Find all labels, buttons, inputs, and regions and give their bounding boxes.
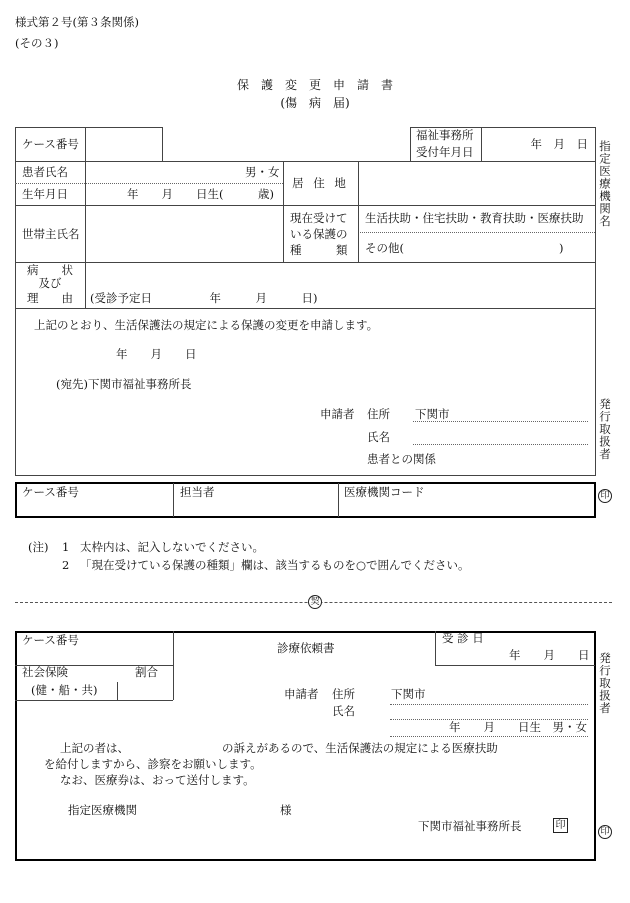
institution-code-label: 医療機関コード [344,485,425,499]
request-body-line: を給付しますから、診察をお願いします。 [44,757,262,771]
insurance-label: 社会保険 [22,665,68,679]
issuer-name: 下関市福祉事務所長 [418,819,522,833]
application-date: 年 月 日 [116,347,197,361]
applicant-label: 申請者 [320,407,355,421]
request-body-line: の訴えがあるので、生活保護法の規定による医療扶助 [222,741,498,755]
office-receipt-label: 福祉事務所 [416,128,474,142]
office-receipt-date: 年 月 日 [530,137,588,151]
address-underline [413,421,588,422]
protection-other-close: ) [559,241,564,255]
scheduled-visit: (受診予定日 年 月 日) [90,291,318,305]
form-sub-number: (その３) [15,36,59,50]
request-side-issuer-label: 発行取扱者 [598,652,612,715]
table-line [15,183,283,184]
table-line [173,631,174,700]
tally-seal: 契 [308,595,322,609]
condition-label: 病 状 [27,263,73,277]
applicant-address-label: 住所 [367,407,390,421]
patient-name-label: 患者氏名 [22,165,68,179]
issuer-seal-box: 印 [553,818,568,833]
request-applicant-label: 申請者 [284,687,319,701]
table-line [117,682,118,700]
table-line [15,308,595,309]
office-use-box [15,482,596,518]
request-body-line: なお、医療券は、おって送付します。 [60,773,255,787]
protection-types: 生活扶助・住宅扶助・教育扶助・医療扶助 [365,211,584,225]
applicant-address-value: 下関市 [415,407,450,421]
institution-label: 指定医療機関 [68,803,137,817]
current-protection-label: 現在受けて [290,211,348,225]
staff-label: 担当者 [180,485,215,499]
birth-underline [390,736,588,737]
office-receipt-label: 受付年月日 [416,145,474,159]
birth-date-value: 年 月 日生( 歳) [127,187,274,201]
application-statement: 上記のとおり、生活保護法の規定による保護の変更を申請します。 [34,318,379,332]
relation-label: 患者との関係 [367,452,436,466]
condition-label: 及び [38,276,62,290]
table-line [435,631,436,665]
seal-circle: 印 [598,489,612,503]
insurance-types: (健・船・共) [31,683,98,697]
residence-label: 居 住 地 [292,176,349,190]
request-seal-circle: 印 [598,825,612,839]
note-number: 2 [62,558,70,572]
office-case-number-label: ケース番号 [22,485,79,499]
note-text: 太枠内は、記入しないでください。 [80,540,264,554]
table-line [358,161,359,262]
request-address-label: 住所 [332,687,355,701]
notes-label: (注) [28,540,49,554]
form-number: 様式第２号(第３条関係) [15,15,139,29]
page-title: 保 護 変 更 申 請 書 [236,78,393,92]
request-title: 診療依頼書 [277,641,335,655]
request-name-label: 氏名 [332,704,355,718]
visit-date-value: 年 月 日 [509,648,590,662]
table-line [15,262,595,263]
current-protection-label: いる保護の [290,227,348,241]
name-underline [413,444,588,445]
addressee: (宛先)下関市福祉事務所長 [56,377,192,391]
current-protection-label: 種 類 [290,243,348,257]
note-number: 1 [62,540,70,554]
institution-suffix: 様 [280,803,292,817]
note-text: 「現在受けている保護の種類」欄は、該当するものを○で囲んでください。 [80,558,470,572]
table-line [85,161,86,308]
gender-options: 男・女 [245,165,280,179]
page-subtitle: (傷 病 届) [280,96,350,110]
ratio-label: 割合 [135,665,158,679]
protection-other: その他( [365,241,404,255]
request-case-number-label: ケース番号 [22,633,79,647]
request-body-line: 上記の者は、 [60,741,129,755]
table-line [173,483,174,517]
table-line [15,700,173,701]
request-address-value: 下関市 [391,687,426,701]
side-medical-institution-label: 指定医療機関名 [598,140,612,228]
address-underline [390,704,588,705]
table-line [358,232,595,233]
birth-date-label: 生年月日 [22,187,68,201]
table-line [338,483,339,517]
table-line [435,665,595,666]
applicant-name-label: 氏名 [367,430,390,444]
case-number-label: ケース番号 [22,137,79,151]
household-head-label: 世帯主氏名 [22,227,80,241]
condition-label: 理 由 [27,291,73,305]
table-line [15,205,595,206]
table-line [85,127,86,161]
request-birth-gender: 年 月 日生 男・女 [449,720,587,734]
visit-date-label: 受 診 日 [442,631,484,645]
side-issuer-label: 発行取扱者 [598,398,612,461]
